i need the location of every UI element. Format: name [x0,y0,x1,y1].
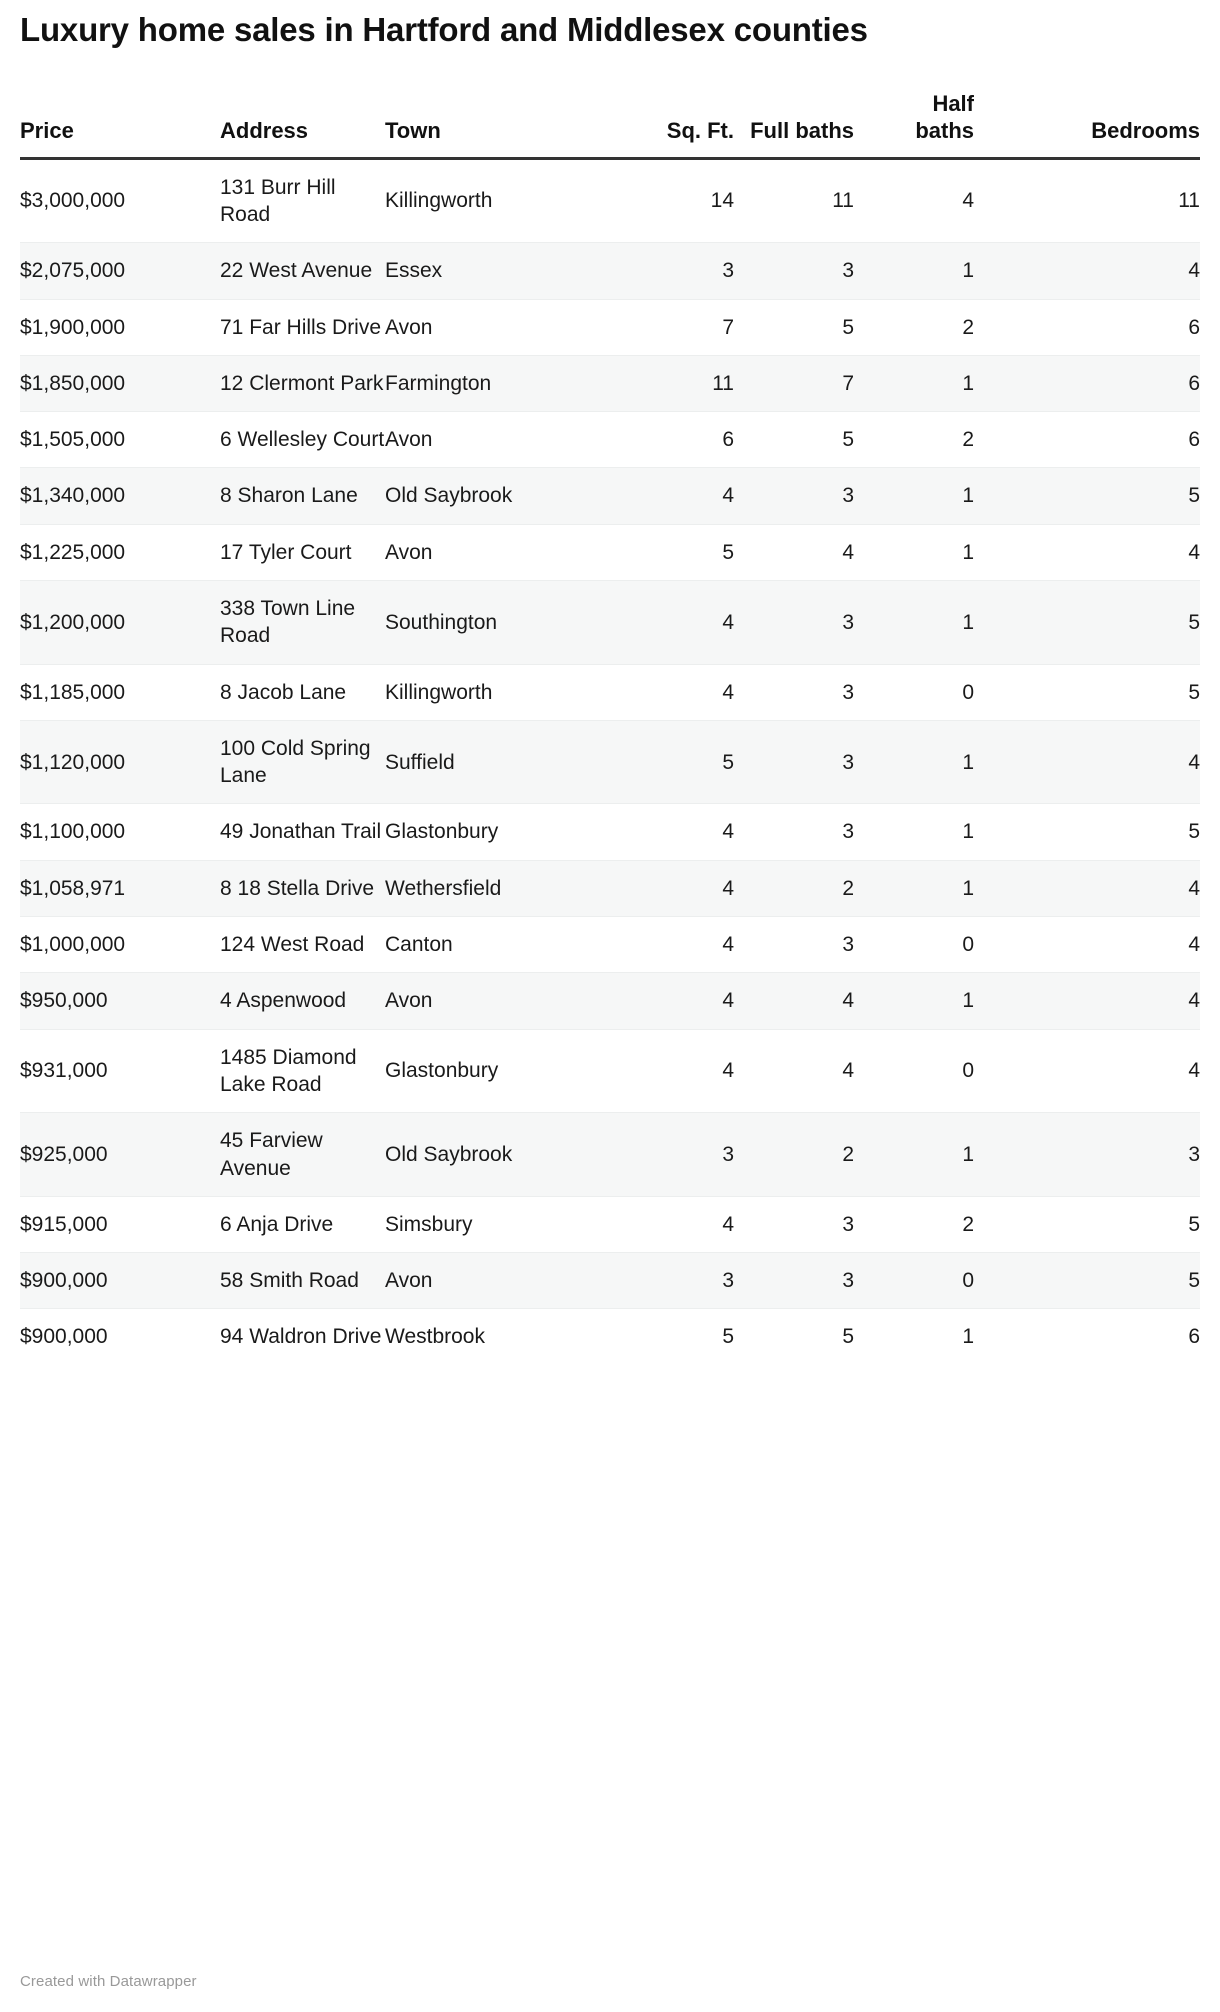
table-header [20,91,1200,158]
table-row [20,524,1200,580]
cell-address: 22 West Avenue [220,243,385,299]
cell-town: Avon [385,299,630,355]
cell-price: $900,000 [20,1253,220,1309]
cell-price: $1,058,971 [20,860,220,916]
cell-town: Avon [385,973,630,1029]
cell-sqft: 3 [630,1253,750,1309]
cell-town: Killingworth [385,158,630,243]
cell-half-baths: 1 [870,1113,990,1197]
table-row [20,1029,1200,1113]
cell-half-baths: 0 [870,917,990,973]
cell-bedrooms: 4 [990,524,1200,580]
table-body [20,158,1200,1365]
cell-price: $915,000 [20,1196,220,1252]
cell-sqft: 5 [630,524,750,580]
cell-address: 17 Tyler Court [220,524,385,580]
cell-sqft: 3 [630,1113,750,1197]
cell-sqft: 4 [630,1029,750,1113]
cell-sqft: 6 [630,412,750,468]
cell-address: 8 Jacob Lane [220,664,385,720]
cell-address: 94 Waldron Drive [220,1325,382,1349]
cell-town: Glastonbury [385,804,630,860]
column-header-price[interactable]: Price [20,91,220,158]
cell-price: $900,000 [20,1325,108,1349]
cell-address: 131 Burr Hill Road [220,158,385,243]
table-row [20,664,1200,720]
cell-bedrooms: 5 [990,468,1200,524]
attribution-note: Created with Datawrapper [20,1973,197,1990]
cell-half-baths: 1 [962,1325,974,1349]
cell-address: 124 West Road [220,917,385,973]
cell-half-baths: 2 [870,1196,990,1252]
cell-half-baths: 1 [870,468,990,524]
table-row [20,1253,1200,1309]
cell-sqft: 5 [722,1325,734,1349]
cell-sqft: 4 [630,973,750,1029]
cell-full-baths: 3 [750,468,870,524]
cell-town: Westbrook [385,1325,485,1349]
cell-half-baths: 1 [870,860,990,916]
cell-address: 338 Town Line Road [220,580,385,664]
cell-half-baths: 1 [870,580,990,664]
cell-price: $1,225,000 [20,524,220,580]
cell-price: $2,075,000 [20,243,220,299]
cell-half-baths: 1 [870,804,990,860]
cell-bedrooms: 6 [990,299,1200,355]
cell-bedrooms: 4 [990,1029,1200,1113]
cell-sqft: 4 [630,860,750,916]
cell-bedrooms: 4 [990,720,1200,804]
cell-full-baths: 3 [750,243,870,299]
table-row [20,580,1200,664]
cell-full-baths: 3 [750,580,870,664]
cell-address: 6 Anja Drive [220,1196,385,1252]
table-row [20,804,1200,860]
cell-town: Farmington [385,355,630,411]
column-header-address[interactable]: Address [220,91,385,158]
column-header-town[interactable]: Town [385,91,630,158]
cell-half-baths: 1 [870,524,990,580]
cell-full-baths: 11 [750,158,870,243]
cell-half-baths: 1 [870,720,990,804]
table-row [20,355,1200,411]
cell-town: Killingworth [385,664,630,720]
table-row [20,917,1200,973]
cell-full-baths: 7 [750,355,870,411]
cell-address: 6 Wellesley Court [220,412,385,468]
header-row [20,91,1200,158]
cell-sqft: 14 [630,158,750,243]
cell-address: 100 Cold Spring Lane [220,720,385,804]
cell-sqft: 11 [630,355,750,411]
cell-bedrooms: 11 [990,158,1200,243]
cell-sqft: 4 [630,917,750,973]
cell-full-baths: 5 [750,299,870,355]
table-row [20,720,1200,804]
cell-sqft: 3 [630,243,750,299]
cell-full-baths: 5 [842,1325,854,1349]
cell-town: Essex [385,243,630,299]
cell-half-baths: 0 [870,664,990,720]
cell-bedrooms: 4 [990,243,1200,299]
cell-bedrooms: 4 [990,860,1200,916]
cell-town: Suffield [385,720,630,804]
luxury-home-sales-table [20,91,1200,1365]
column-header-full-baths[interactable]: Full baths [750,91,870,158]
cell-address: 8 Sharon Lane [220,468,385,524]
cell-full-baths: 3 [750,720,870,804]
cell-town: Avon [385,1253,630,1309]
cell-full-baths: 3 [750,804,870,860]
cell-bedrooms: 5 [990,664,1200,720]
cell-sqft: 4 [630,580,750,664]
cell-full-baths: 2 [750,1113,870,1197]
cell-half-baths: 2 [870,299,990,355]
column-header-sqft[interactable]: Sq. Ft. [630,91,750,158]
cell-half-baths: 1 [870,355,990,411]
cell-price: $1,120,000 [20,720,220,804]
page-title: Luxury home sales in Hartford and Middlesex counties [20,11,868,48]
cell-town: Wethersfield [385,860,630,916]
cell-full-baths: 3 [750,1253,870,1309]
cell-town: Southington [385,580,630,664]
cell-full-baths: 5 [750,412,870,468]
cell-bedrooms: 4 [990,917,1200,973]
cell-price: $1,900,000 [20,299,220,355]
cell-price: $931,000 [20,1029,220,1113]
cell-full-baths: 4 [750,524,870,580]
cell-price: $925,000 [20,1113,220,1197]
cell-address: 1485 Diamond Lake Road [220,1029,385,1113]
cell-price: $1,100,000 [20,804,220,860]
cell-town: Old Saybrook [385,1113,630,1197]
cell-full-baths: 4 [750,1029,870,1113]
table-row [20,860,1200,916]
cell-sqft: 5 [630,720,750,804]
cell-address: 49 Jonathan Trail [220,804,385,860]
cell-address: 8 18 Stella Drive [220,860,385,916]
cell-full-baths: 2 [750,860,870,916]
cell-full-baths: 3 [750,917,870,973]
table-row [20,1113,1200,1197]
cell-price: $1,340,000 [20,468,220,524]
cell-bedrooms: 6 [1188,1325,1200,1349]
cell-bedrooms: 6 [990,355,1200,411]
table-row [20,158,1200,243]
cell-sqft: 7 [630,299,750,355]
cell-price: $1,000,000 [20,917,220,973]
cell-address: 58 Smith Road [220,1253,385,1309]
cell-bedrooms: 6 [990,412,1200,468]
cell-town: Avon [385,412,630,468]
cell-full-baths: 3 [750,664,870,720]
cell-price: $3,000,000 [20,158,220,243]
cell-bedrooms: 4 [990,973,1200,1029]
cell-full-baths: 4 [750,973,870,1029]
table-row [20,299,1200,355]
cell-sqft: 4 [630,804,750,860]
cell-bedrooms: 5 [990,1196,1200,1252]
cell-price: $1,200,000 [20,580,220,664]
cell-town: Avon [385,524,630,580]
cell-address: 45 Farview Avenue [220,1113,385,1197]
cell-half-baths: 4 [870,158,990,243]
cell-half-baths: 1 [870,973,990,1029]
cell-town: Old Saybrook [385,468,630,524]
cell-town: Canton [385,917,630,973]
table-row [20,973,1200,1029]
cell-sqft: 4 [630,1196,750,1252]
cell-half-baths: 0 [870,1253,990,1309]
cell-bedrooms: 5 [990,804,1200,860]
cell-price: $1,505,000 [20,412,220,468]
table-row [20,468,1200,524]
cell-address: 4 Aspenwood [220,973,385,1029]
cell-half-baths: 2 [870,412,990,468]
cell-half-baths: 0 [870,1029,990,1113]
cell-address: 12 Clermont Park [220,355,385,411]
cell-half-baths: 1 [870,243,990,299]
column-header-half-baths[interactable]: Half baths [870,91,990,158]
cell-address: 71 Far Hills Drive [220,299,385,355]
table-row [20,1309,1200,1365]
cell-price: $1,185,000 [20,664,220,720]
table-row [20,412,1200,468]
table-row [20,243,1200,299]
cell-bedrooms: 5 [990,580,1200,664]
cell-bedrooms: 5 [990,1253,1200,1309]
cell-sqft: 4 [630,664,750,720]
cell-price: $1,850,000 [20,355,220,411]
cell-price: $950,000 [20,973,220,1029]
cell-town: Simsbury [385,1196,630,1252]
cell-full-baths: 3 [750,1196,870,1252]
cell-bedrooms: 3 [990,1113,1200,1197]
column-header-bedrooms[interactable]: Bedrooms [990,91,1200,158]
table-row [20,1196,1200,1252]
cell-sqft: 4 [630,468,750,524]
cell-town: Glastonbury [385,1029,630,1113]
